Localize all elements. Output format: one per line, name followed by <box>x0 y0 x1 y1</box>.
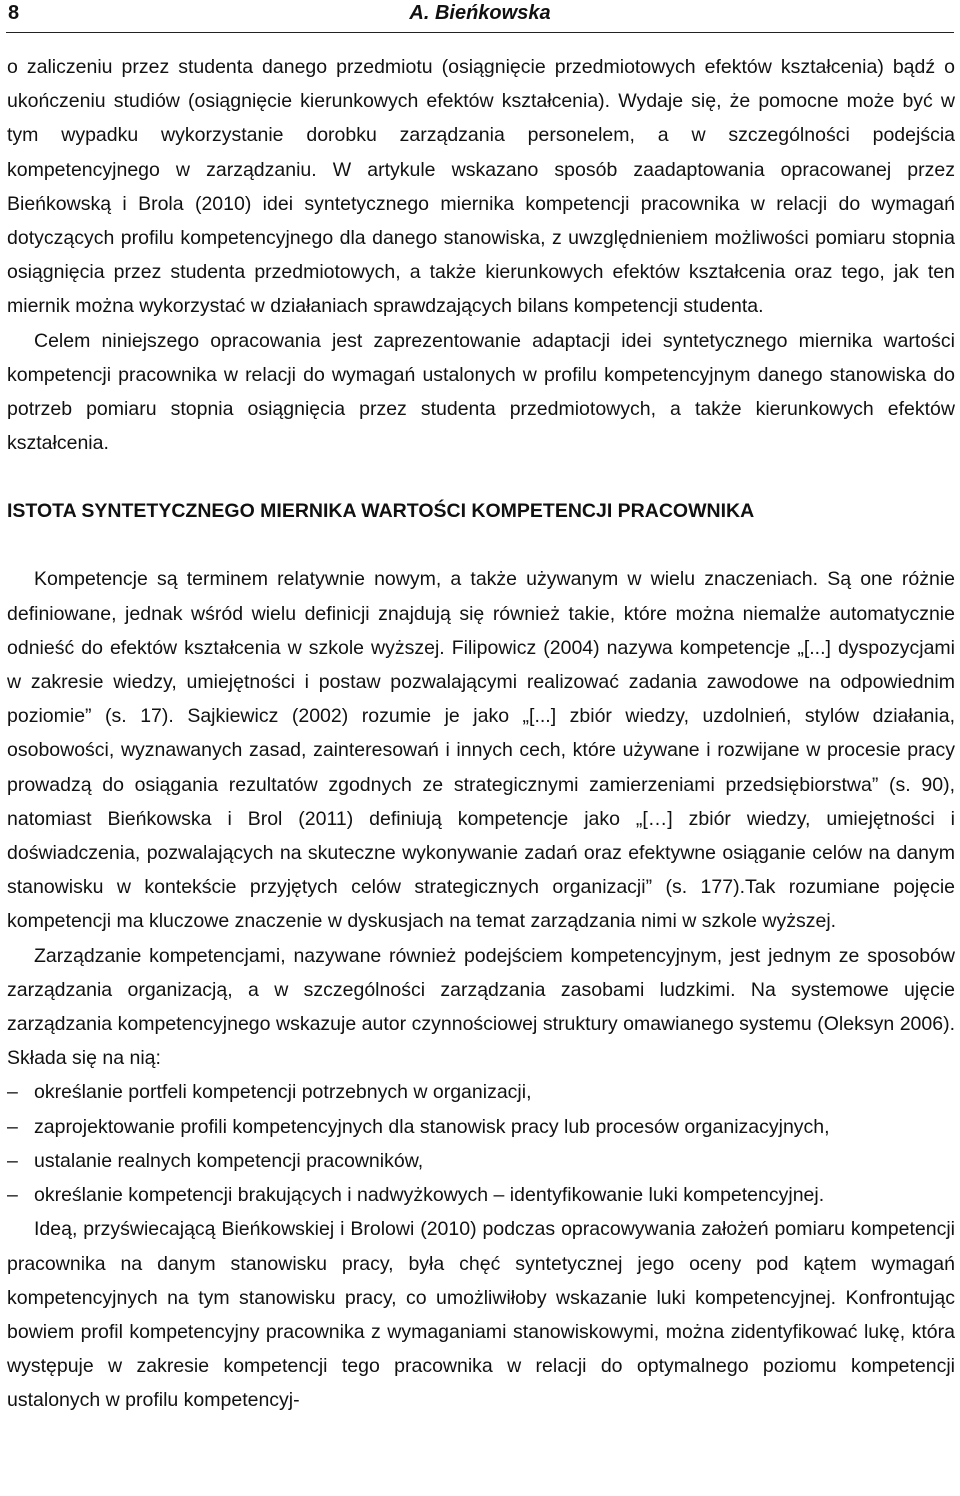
page-header <box>6 0 954 26</box>
paragraph-section-1: Kompetencje są terminem relatywnie nowym, a także używanym w wielu znaczeniach. Są one różnie definiowane, jednak wśród wielu definicji znajdują się również takie, które można niemalże automatycznie odnieść do efektów kształcenia w szkole wyższej. Filipowicz (2004) nazywa kompetencje „[...] dyspozycjami w zakresie wiedzy, umiejętności i postaw pozwalającymi realizować zadania zawodowe na odpowiednim poziomie” (s. 17). Sajkiewicz (2002) rozumie je jako „[...] zbiór wiedzy, uzdolnień, stylów działania, osobowości, wyznawanych zasad, zainteresowań i innych cech, które używane i rozwijane w procesie pracy prowadzą do osiągania rezultatów zgodnych ze strategicznymi zamierzeniami przedsiębiorstwa” (s. 90), natomiast Bieńkowska i Brol (2011) definiują kompetencje jako „[…] zbiór wiedzy, umiejętności i doświadczenia, pozwalających na skuteczne wykonywanie zadań oraz efektywne osiąganie celów na danym stanowisku w kontekście przyjętych celów strategicznych organizacji” (s. 177).Tak rozumiane pojęcie kompetencji ma kluczowe znaczenie w dyskusjach na temat zarządzania nimi w szkole wyższej. <box>7 568 955 933</box>
running-title: A. Bieńkowska <box>409 2 551 24</box>
list-dash: – <box>7 1115 18 1138</box>
list-item <box>7 1075 955 1109</box>
section-heading: ISTOTA SYNTETYCZNEGO MIERNIKA WARTOŚCI KOMPETENCJI PRACOWNIKA <box>7 500 755 523</box>
list-item <box>7 1110 955 1144</box>
list-item-text: ustalanie realnych kompetencji pracowników, <box>34 1149 424 1172</box>
list-item-text: określanie kompetencji brakujących i nadwyżkowych – identyfikowanie luki kompetencyjnej. <box>34 1184 825 1207</box>
list-item-text: zaprojektowanie profili kompetencyjnych dla stanowisk pracy lub procesów organizacyjnych, <box>34 1115 830 1138</box>
list-dash: – <box>7 1184 18 1207</box>
list-dash: – <box>7 1149 18 1172</box>
header-rule <box>6 32 954 33</box>
list-item <box>7 1178 955 1212</box>
list-item <box>7 1144 955 1178</box>
bullet-list <box>7 1075 955 1212</box>
page-number: 8 <box>8 2 20 24</box>
paragraph-final: Ideą, przyświecającą Bieńkowskiej i Brolowi (2010) podczas opracowywania założeń pomiaru kompetencji pracownika na danym stanowisku pracy, była chęć syntetycznej jego oceny pod kątem wymagań kompetencyjnych na tym stanowisku pracy, co umożliwiłoby wskazanie luki kompetencyjnej. Konfrontując bowiem profil kompetencyjny pracownika z wymaganiami stanowiskowymi, można zidentyfikować lukę, która występuje w zakresie kompetencji tego pracownika w relacji do optymalnego poziomu kompetencji ustalonych w profilu kompetencyj- <box>7 1218 955 1412</box>
paragraph-section-2: Zarządzanie kompetencjami, nazywane również podejściem kompetencyjnym, jest jednym ze sposobów zarządzania organizacją, a w szczególności zarządzania zasobami ludzkimi. Na systemowe ujęcie zarządzania kompetencyjnego wskazuje autor czynnościowej struktury omawianego systemu (Oleksyn 2006). Składa się na nią: <box>7 944 955 1070</box>
list-dash: – <box>7 1081 18 1104</box>
body-text <box>7 50 955 1418</box>
paragraph-intro-2: Celem niniejszego opracowania jest zaprezentowanie adaptacji idei syntetycznego miernika wartości kompetencji pracownika w relacji do wymagań ustalonych w profilu kompetencyjnym danego stanowiska do potrzeb pomiaru stopnia osiągnięcia przez studenta przedmiotowych, a także kierunkowych efektów kształcenia. <box>7 329 955 455</box>
paragraph-intro-1: o zaliczeniu przez studenta danego przedmiotu (osiągnięcie przedmiotowych efektów kształcenia) bądź o ukończeniu studiów (osiągnięcie kierunkowych efektów kształcenia). Wydaje się, że pomocne może być w tym wypadku wykorzystanie dorobku zarządzania personelem, a w szczególności podejścia kompetencyjnego w zarządzaniu. W artykule wskazano sposób zaadaptowania opracowanej przez Bieńkowską i Brola (2010) idei syntetycznego miernika kompetencji pracownika w relacji do wymagań dotyczących profilu kompetencyjnego dla danego stanowiska, z uwzględnieniem możliwości pomiaru stopnia osiągnięcia przez studenta przedmiotowych, a także kierunkowych efektów kształcenia oraz tego, jak ten miernik można wykorzystać w działaniach sprawdzających bilans kompetencji studenta. <box>7 56 955 318</box>
list-item-text: określanie portfeli kompetencji potrzebnych w organizacji, <box>34 1081 532 1104</box>
